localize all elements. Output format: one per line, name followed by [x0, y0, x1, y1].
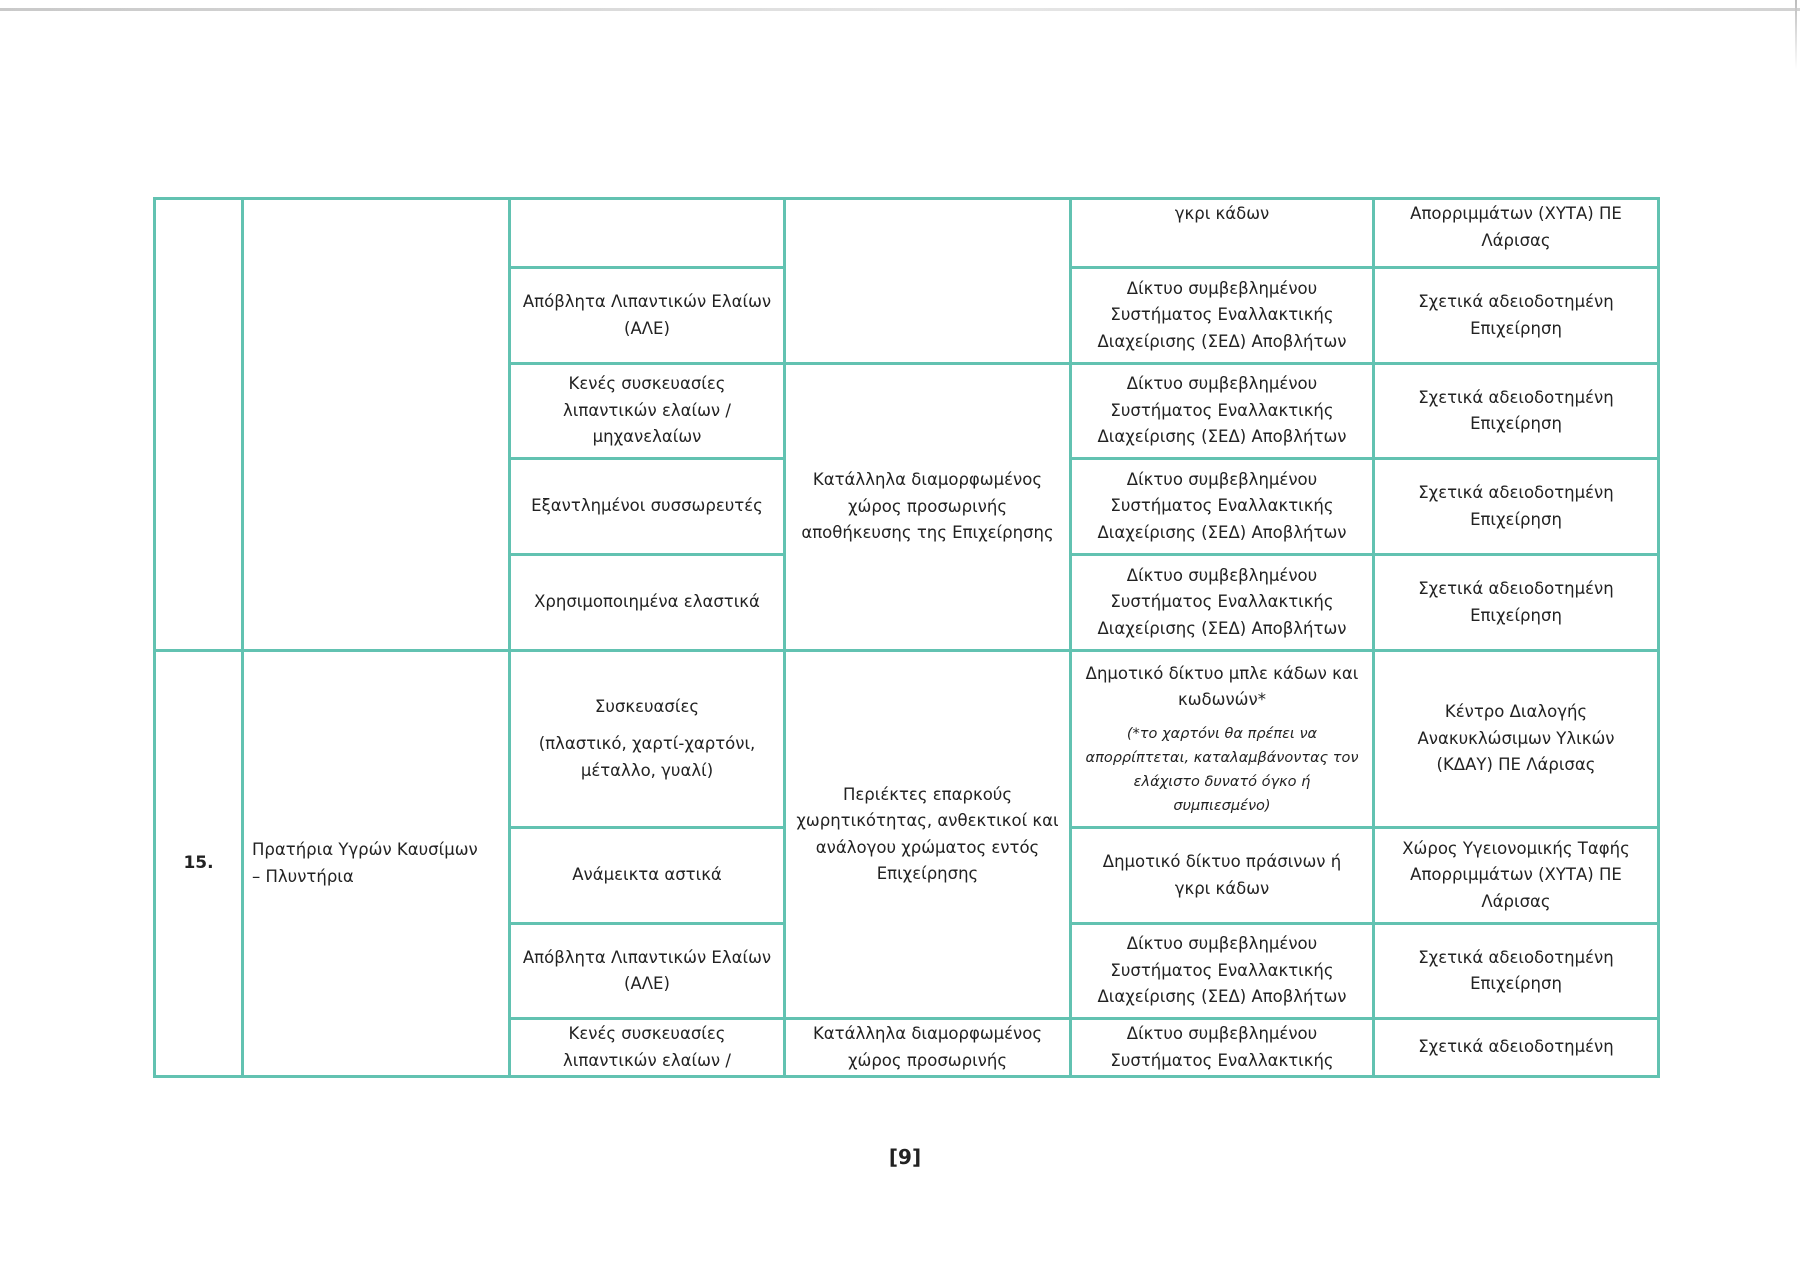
final-destination: Σχετικά αδειοδοτημένη Επιχείρηση [1418, 483, 1614, 529]
final-destination: Κέντρο Διαλογής Ανακυκλώσιμων Υλικών (ΚΔΑΥ) ΠΕ Λάρισας [1417, 702, 1615, 775]
final-destination: Σχετικά αδειοδοτημένη Επιχείρηση [1418, 579, 1614, 625]
waste-type-cell [511, 829, 783, 922]
waste-type-cell [511, 925, 783, 1017]
collection-cell [1072, 200, 1372, 266]
collection-cell [1072, 556, 1372, 649]
collection-method: Δίκτυο συμβεβλημένου Συστήματος Εναλλακτικής Διαχείρισης (ΣΕΔ) Αποβλήτων [1097, 934, 1347, 1007]
collection-cell [1072, 460, 1372, 553]
waste-type-cell [511, 1020, 783, 1075]
storage-location: Κατάλληλα διαμορφωμένος χώρος προσωρινής [812, 1024, 1043, 1070]
collection-method: γκρι κάδων [1174, 204, 1270, 223]
activity-name: Πρατήρια Υγρών Καυσίμων – Πλυντήρια [252, 840, 478, 886]
storage-location: Περιέκτες επαρκούς χωρητικότητας, ανθεκτικοί και ανάλογου χρώματος εντός Επιχείρησης [796, 784, 1059, 883]
final-destination: Σχετικά αδειοδοτημένη Επιχείρηση [1418, 387, 1614, 433]
destination-cell [1375, 829, 1657, 922]
waste-type: Απόβλητα Λιπαντικών Ελαίων (ΑΛΕ) [522, 292, 772, 338]
collection-method: Δίκτυο συμβεβλημένου Συστήματος Εναλλακτικής Διαχείρισης (ΣΕΔ) Αποβλήτων [1097, 374, 1347, 447]
collection-cell [1072, 365, 1372, 457]
final-destination: Σχετικά αδειοδοτημένη Επιχείρηση [1418, 947, 1614, 993]
final-destination: Σχετικά αδειοδοτημένη Επιχείρηση [1418, 292, 1614, 338]
collection-cell [1072, 269, 1372, 362]
storage-cell [786, 365, 1069, 649]
collection-note: (*το χαρτόνι θα πρέπει να απορρίπτεται, καταλαμβάνοντας τον ελάχιστο δυνατό όγκο ή συμπιεσμένο) [1085, 725, 1359, 814]
collection-method: Δημοτικό δίκτυο πράσινων ή γκρι κάδων [1102, 852, 1342, 898]
collection-cell [1072, 829, 1372, 922]
waste-management-table [153, 197, 1660, 1078]
waste-type: Ανάμεικτα αστικά [572, 865, 722, 885]
waste-type-cell [511, 365, 783, 457]
collection-method: Δίκτυο συμβεβλημένου Συστήματος Εναλλακτικής Διαχείρισης (ΣΕΔ) Αποβλήτων [1097, 469, 1347, 542]
destination-cell [1375, 460, 1657, 553]
empty-cell [786, 200, 1069, 362]
collection-cell [1072, 652, 1372, 826]
scan-edge-right [1795, 0, 1797, 70]
destination-cell [1375, 200, 1657, 266]
item-number-cell [156, 652, 241, 1075]
final-destination: Χώρος Υγειονομικής Ταφής Απορριμμάτων (ΧΥΤΑ) ΠΕ Λάρισας [1402, 838, 1630, 911]
empty-cell [156, 200, 241, 649]
waste-type: Κενές συσκευασίες λιπαντικών ελαίων / [563, 1024, 731, 1070]
destination-cell [1375, 925, 1657, 1017]
waste-type-cell [511, 269, 783, 362]
item-number: 15. [183, 853, 214, 874]
destination-cell [1375, 1020, 1657, 1075]
final-destination: Απορριμμάτων (ΧΥΤΑ) ΠΕ Λάρισας [1410, 204, 1622, 250]
collection-cell [1072, 1020, 1372, 1075]
final-destination: Σχετικά αδειοδοτημένη [1418, 1037, 1614, 1057]
waste-type: Απόβλητα Λιπαντικών Ελαίων (ΑΛΕ) [522, 947, 772, 993]
scan-edge-top [0, 8, 1800, 11]
waste-type: Συσκευασίες [594, 696, 700, 716]
activity-cell [244, 652, 508, 1075]
empty-cell [511, 200, 783, 266]
waste-type-detail: (πλαστικό, χαρτί-χαρτόνι, μέταλλο, γυαλί) [538, 734, 756, 780]
page-number: [9] [888, 1145, 922, 1169]
collection-method: Δίκτυο συμβεβλημένου Συστήματος Εναλλακτικής Διαχείρισης (ΣΕΔ) Αποβλήτων [1097, 278, 1347, 351]
storage-cell [786, 652, 1069, 1017]
destination-cell [1375, 365, 1657, 457]
destination-cell [1375, 556, 1657, 649]
waste-type: Εξαντλημένοι συσσωρευτές [531, 496, 763, 516]
waste-type-cell [511, 556, 783, 649]
collection-cell [1072, 925, 1372, 1017]
collection-method: Δημοτικό δίκτυο μπλε κάδων και κωδωνών* [1085, 663, 1359, 709]
empty-cell [244, 200, 508, 649]
storage-location: Κατάλληλα διαμορφωμένος χώρος προσωρινής αποθήκευσης της Επιχείρησης [801, 470, 1054, 543]
waste-type: Κενές συσκευασίες λιπαντικών ελαίων / μηχανελαίων [563, 374, 731, 447]
waste-type: Χρησιμοποιημένα ελαστικά [534, 592, 760, 612]
waste-type-cell [511, 652, 783, 826]
storage-cell [786, 1020, 1069, 1075]
waste-type-cell [511, 460, 783, 553]
collection-method: Δίκτυο συμβεβλημένου Συστήματος Εναλλακτικής [1110, 1024, 1334, 1070]
destination-cell [1375, 269, 1657, 362]
destination-cell [1375, 652, 1657, 826]
collection-method: Δίκτυο συμβεβλημένου Συστήματος Εναλλακτικής Διαχείρισης (ΣΕΔ) Αποβλήτων [1097, 565, 1347, 638]
